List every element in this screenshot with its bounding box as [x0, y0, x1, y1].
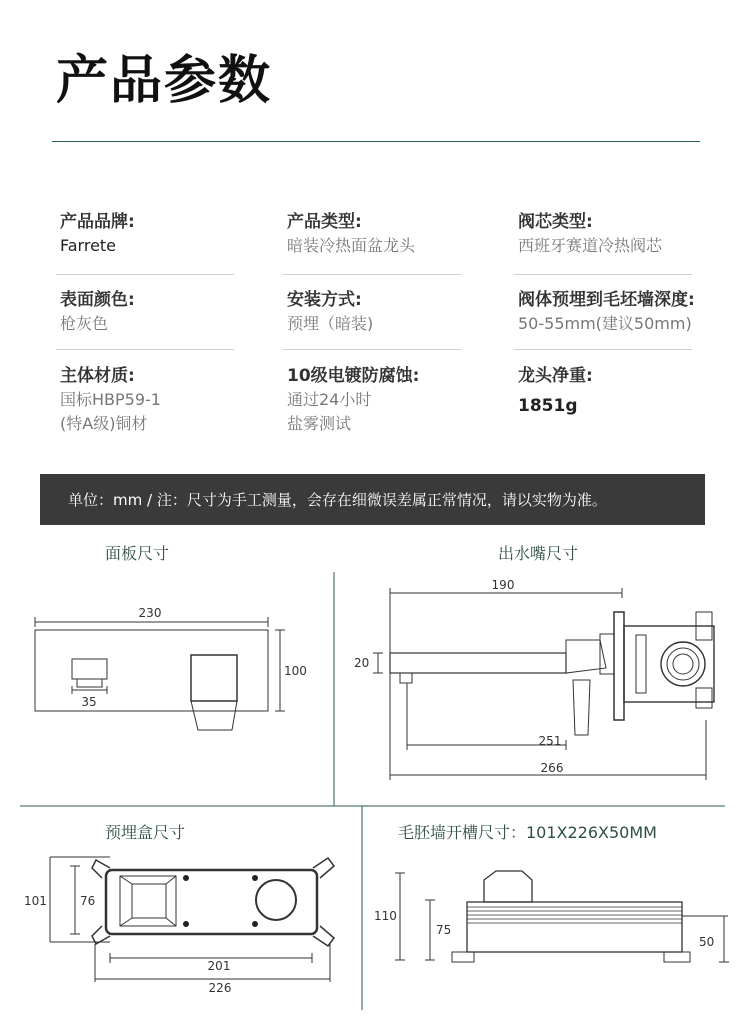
spec-value: 盐雾测试	[287, 414, 352, 433]
spec-value: (特A级)铜材	[60, 414, 148, 433]
spec-value: 国标HBP59-1	[60, 390, 161, 409]
wall-mid-height-label: 75	[436, 923, 452, 937]
spec-value: 通过24小时	[287, 390, 372, 409]
spout-length-a-label: 251	[538, 734, 562, 748]
box-outer-width-label: 226	[208, 981, 232, 995]
spec-value: 1851g	[518, 396, 578, 416]
wall-drawing	[374, 871, 729, 962]
panel-height-label: 100	[284, 664, 307, 678]
spec-label: 10级电镀防腐蚀:	[287, 366, 420, 386]
spout-reach-label: 190	[491, 578, 515, 592]
box-section-title: 预埋盒尺寸	[105, 823, 186, 842]
spec-label: 阀芯类型:	[518, 212, 593, 232]
section-dividers	[20, 572, 725, 1010]
page-title: 产品参数	[56, 51, 273, 111]
wall-total-height-label: 110	[374, 909, 397, 923]
spec-label: 阀体预埋到毛坯墙深度:	[518, 290, 695, 310]
spec-label: 产品品牌:	[60, 212, 135, 232]
spout-thickness-label: 20	[354, 656, 370, 670]
spout-drawing	[354, 578, 714, 780]
spec-value: Farrete	[60, 236, 117, 255]
spec-value: 暗装冷热面盆龙头	[287, 236, 416, 255]
spec-label: 表面颜色:	[60, 290, 135, 310]
notice-banner: 单位：mm / 注：尺寸为手工测量，会存在细微误差属正常情况，请以实物为准。	[40, 474, 705, 525]
panel-handle-label: 35	[81, 695, 97, 709]
spout-length-b-label: 266	[540, 761, 564, 775]
spec-value: 西班牙赛道冷热阀芯	[518, 236, 663, 255]
spout-section-title: 出水嘴尺寸	[498, 544, 579, 563]
panel-width-label: 230	[138, 606, 162, 620]
wall-depth-label: 50	[699, 935, 715, 949]
spec-label: 主体材质:	[60, 366, 135, 386]
wall-section-title: 毛胚墙开槽尺寸：101X226X50MM	[398, 823, 657, 842]
box-inner-height-label: 76	[80, 894, 96, 908]
box-inner-width-label: 201	[207, 959, 231, 973]
panel-drawing	[35, 606, 307, 730]
spec-value: 50-55mm(建议50mm)	[518, 314, 692, 333]
box-outer-height-label: 101	[24, 894, 47, 908]
box-drawing	[24, 857, 334, 995]
spec-label: 龙头净重:	[518, 366, 593, 386]
spec-value: 枪灰色	[60, 314, 109, 333]
spec-label: 安装方式:	[287, 290, 362, 310]
spec-label: 产品类型:	[287, 212, 362, 232]
panel-section-title: 面板尺寸	[105, 544, 170, 563]
spec-value: 预埋（暗装)	[287, 314, 374, 333]
